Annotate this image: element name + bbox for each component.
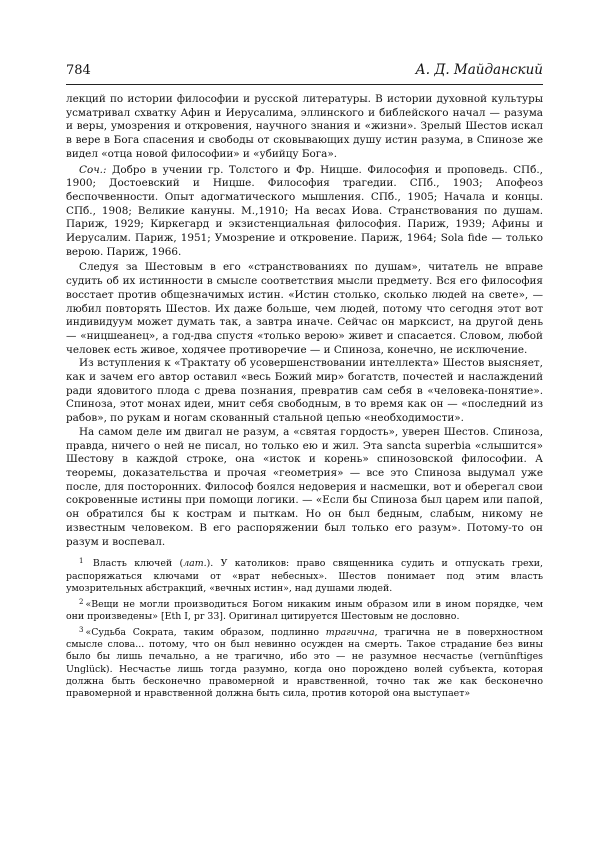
paragraph: Из вступления к «Трактату об усовершенствовании интеллекта» Шестов выясняет, как и зачем его автор оставил «весь Божий мир» богатств, почестей и наслаждений ради ядовитого плода с древа познания, превратив сам себя в «человека-понятие». Спиноза, этот монах идеи, мнит себя свободным, в то время как он — «последний из рабов», по рукам и ногам скованный стальной цепью «необходимости». (66, 357, 543, 425)
works-label: Соч.: (79, 163, 107, 176)
paragraph: На самом деле им двигал не разум, а «святая гордость», уверен Шестов. Спиноза, правда, ничего о ней не писал, но только ею и жил. Эта sancta superbia «слышится» Шестову в каждой строке, она «исток и корень» спинозовской философии. А теоремы, доказательства и прочая «геометрия» — все это Спиноза выдумал уже после, для посторонних. Философ боялся недоверия и насмешки, вот и оберегал свои сокровенные истины при помощи логики. — «Если бы Спиноза был царем или папой, он обратился бы к кострам и пыткам. Но он был бедным, слабым, никому не известным человеком. В его распоряжении был только его разум». Потому-то он разум и воспевал. (66, 425, 543, 548)
footnote-text: «Судьба Сократа, таким образом, подлинно (85, 626, 326, 638)
document-page (66, 62, 543, 700)
footnote (66, 624, 543, 701)
page-number: 784 (66, 63, 91, 78)
footnote-mark: 3 (79, 625, 84, 634)
main-text (66, 93, 543, 549)
works-text: Добро в учении гр. Толстого и Фр. Ницше. Философия и проповедь. СПб., 1900; Достоевский и Ницше. Философия трагедии. СПб., 1903; Апофеоз беспочвенности. Опыт адогматического мышления. СПб., 1905; Начала и концы. СПб., 1908; Великие кануны. М.,1910; На весах Иова. Странствования по душам. Париж, 1929; Киркегард и экзистенциальная философия. Париж, 1939; Афины и Иерусалим. Париж, 1951; Умозрение и откровение. Париж, 1964; Sola fide — только верою. Париж, 1966. (66, 163, 543, 258)
footnotes (66, 555, 543, 700)
paragraph-continuation: лекций по истории философии и русской литературы. В истории духовной культуры усматривал схватку Афин и Иерусалима, эллинского и библейского начал — разума и веры, умозрения и откровения, научного знания и «жизни». Зрелый Шестов искал в вере в Бога спасения и свободы от сковывающих душу истин разума, в Спинозе же видел «отца новой философии» и «убийцу Бога». (66, 93, 543, 160)
running-head-author: А. Д. Майданский (415, 62, 543, 78)
footnote-text: «Вещи не могли производиться Богом никаким иным образом или в ином порядке, чем они произведены» [Eth I, pr 33]. Оригинал цитируется Шестовым не дословно. (66, 598, 543, 622)
footnote (66, 555, 543, 595)
footnote-mark: 1 (79, 557, 84, 566)
footnote-italic: трагична (325, 626, 375, 638)
footnote-text: ). У католиков: право священника судить и отпускать грехи, распоряжаться ключами от «врат небесных». Шестов понимает под этим власть умозрительных абстракций, «вечных истин», над душами людей. (66, 558, 544, 594)
works-list (66, 164, 543, 260)
footnote (66, 596, 543, 624)
footnote-text: , трагична не в поверхностном смысле слова... потому, что он был невинно осужден на смерть. Такое страдание без вины было бы лишь печально, а не трагично, ибо это — не разумное несчастье (vernünftiges Unglück). Несчастье лишь тогда разумно, когда оно порождено волей субъекта, которая должна быть бесконечно правомерной и нравственной, точно так же как бесконечно правомерной и нравственной должна быть сила, против которой она выступает» (66, 626, 543, 700)
footnote-mark: 2 (79, 597, 84, 606)
footnote-italic: лат. (183, 558, 207, 570)
footnote-text: Власть ключей ( (85, 558, 184, 570)
paragraph: Следуя за Шестовым в его «странствованиях по душам», читатель не вправе судить об их истинности в смысле соответствия мысли предмету. Вся его философия восстает против общезначимых истин. «Истин столько, сколько людей на свете», — любил повторять Шестов. Их даже больше, чем людей, потому что сегодня этот вот индивидуум может думать так, а завтра иначе. Сейчас он марксист, на другой день — «ницшеанец», а год-два спустя «только верою» живет и спасается. Словом, любой человек есть живое, ходячее противоречие — и Спиноза, конечно, не исключение. (66, 261, 543, 356)
page-header (66, 62, 543, 85)
